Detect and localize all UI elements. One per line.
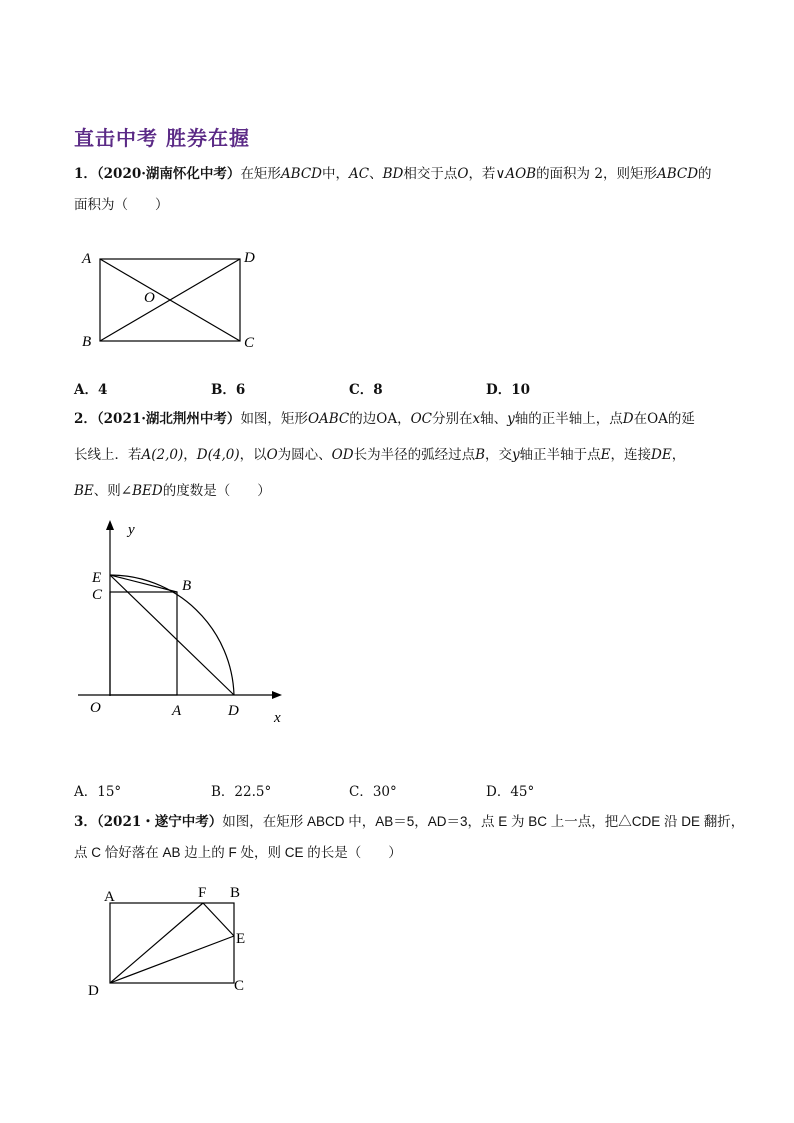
q2-segment-oc: OC (410, 411, 432, 427)
q1-text: 中， (322, 166, 350, 182)
q1-rect-name: ABCD (656, 166, 699, 182)
q2-text: 的延 (667, 411, 695, 427)
q2-number: 2． (74, 411, 97, 427)
q2-point-a-coord: A(2,0) (141, 447, 184, 463)
q3-label-e: E (236, 931, 246, 947)
q2-label-y: y (128, 522, 135, 538)
q2-axis-y: y (507, 411, 515, 427)
q2-text: 长为半径的弧经过点 (353, 447, 476, 463)
q3-line-1 (74, 813, 744, 831)
q1-number: 1． (74, 166, 97, 182)
q2-segment-be: BE (74, 483, 94, 499)
q2-text: 如图，矩形 (240, 411, 308, 427)
q2-rect-name: OABC (307, 411, 350, 427)
q1-label-c: C (244, 335, 255, 351)
q3-label-c: C (234, 978, 245, 994)
q2-point-e: E (600, 447, 611, 463)
q1-label-d: D (244, 250, 255, 266)
q2-option-d[interactable]: D．45° (486, 784, 535, 800)
q2-text: 轴的正半轴上，点 (514, 411, 623, 427)
q2-text: ， (671, 447, 686, 463)
q1-segment-ac: AC (349, 166, 370, 182)
q1-line-2: 面积为（ ） (74, 197, 169, 213)
q1-text: ，若 (468, 166, 496, 182)
q1-text: 在矩形 (240, 166, 281, 182)
q2-text: ，交 (485, 447, 512, 463)
q2-text: 长线上．若 (74, 447, 142, 463)
q1-option-d[interactable]: D．10 (486, 382, 530, 398)
q2-text: 的边 (349, 411, 377, 427)
q2-label-a: A (172, 703, 182, 719)
q1-option-c[interactable]: C．8 (349, 382, 383, 398)
q2-label-c: C (92, 587, 103, 603)
q2-line-3 (74, 482, 271, 500)
q2-text: ，以 (239, 447, 267, 463)
q2-text: ，连接 (610, 447, 651, 463)
q2-angle: ∠BED (120, 483, 163, 499)
q2-label-d: D (228, 703, 239, 719)
q3-figure (84, 880, 274, 1005)
q1-label-b: B (82, 334, 92, 350)
q2-option-a[interactable]: A．15° (74, 784, 122, 800)
q2-text: 在 (633, 411, 648, 427)
q1-segment-bd: BD (382, 166, 404, 182)
q2-axis-x: x (472, 411, 481, 427)
q2-segment-od: OD (331, 447, 354, 463)
q1-source: （2020·湖南怀化中考） (96, 166, 241, 182)
q2-segment-oa: OA (647, 411, 668, 427)
q2-point-d: D (622, 411, 634, 427)
q2-line-1 (74, 410, 695, 428)
q2-label-x: x (274, 710, 281, 726)
q3-label-f: F (198, 885, 207, 901)
q1-label-o: O (144, 290, 155, 306)
q1-text: 的 (698, 166, 712, 182)
q1-rect-name: ABCD (280, 166, 323, 182)
q2-label-e: E (92, 570, 102, 586)
q2-segment-de: DE (651, 447, 672, 463)
q2-text: 、则 (93, 483, 121, 499)
q2-segment-oa: OA (376, 411, 398, 427)
q1-point-o: O (457, 166, 469, 182)
q1-option-a[interactable]: A．4 (74, 382, 108, 398)
q2-text: 轴正半轴于点 (519, 447, 601, 463)
q2-source: （2021·湖北荆州中考） (96, 411, 241, 427)
q2-text: 为圆心、 (277, 447, 332, 463)
q2-option-b[interactable]: B．22.5° (211, 784, 272, 800)
q3-number: 3． (74, 814, 97, 830)
q2-line-2 (74, 446, 685, 464)
q1-triangle: ∨AOB (495, 166, 537, 182)
q3-line-2: 点 C 恰好落在 AB 边上的 F 处，则 CE 的长是（ ） (74, 845, 402, 860)
q3-source: （2021・遂宁中考） (96, 814, 223, 830)
q2-point-o: O (266, 447, 278, 463)
q3-label-b: B (230, 885, 241, 901)
q2-text: 的度数是（ ） (162, 483, 271, 499)
q2-text: 分别在 (432, 411, 473, 427)
q2-axis-y: y (512, 447, 520, 463)
q2-option-c[interactable]: C．30° (349, 784, 397, 800)
q1-line-1 (74, 165, 712, 183)
q2-text: ， (397, 411, 411, 427)
q1-option-b[interactable]: B．6 (211, 382, 246, 398)
q2-figure (76, 518, 296, 728)
section-heading: 直击中考 胜券在握 (74, 126, 250, 150)
q2-label-o: O (90, 700, 101, 716)
q1-text: 相交于点 (403, 166, 458, 182)
q2-text: 轴、 (480, 411, 508, 427)
q3-label-d: D (88, 983, 99, 999)
q1-text: 的面积为 2，则矩形 (536, 166, 657, 182)
q3-label-a: A (104, 889, 115, 905)
q1-text: 、 (369, 166, 383, 182)
q2-label-b: B (182, 578, 192, 594)
q2-point-b: B (475, 447, 485, 463)
q2-point-d-coord: D(4,0) (196, 447, 240, 463)
q3-text-1: 如图，在矩形 ABCD 中，AB＝5，AD＝3，点 E 为 BC 上一点，把△CDE 沿 DE 翻折， (222, 814, 745, 829)
q1-figure (76, 244, 266, 354)
q2-text: ， (183, 447, 197, 463)
q1-label-a: A (82, 251, 92, 267)
